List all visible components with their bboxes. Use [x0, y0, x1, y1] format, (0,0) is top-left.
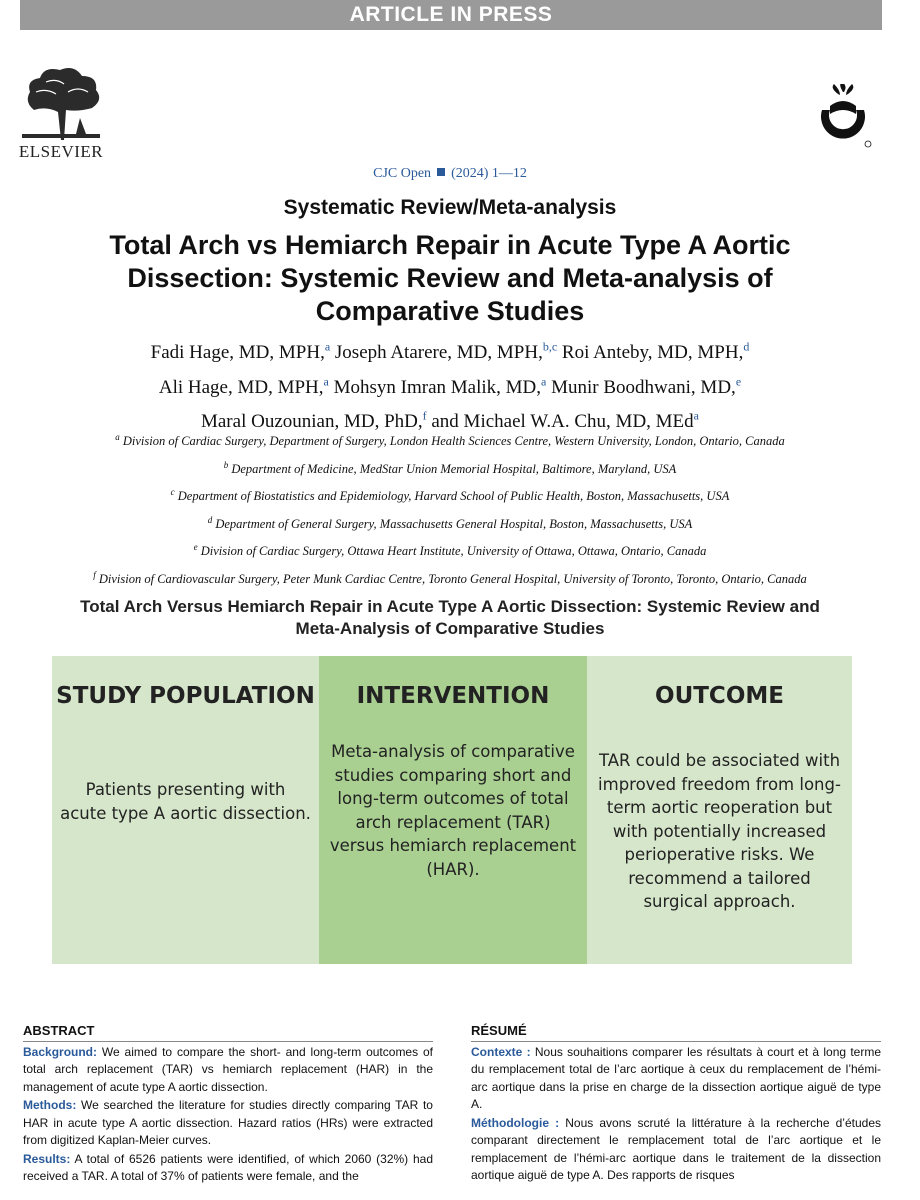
- ga-column-outcome: [587, 656, 852, 964]
- ga-body: Patients presenting with acute type A aortic dissection.: [60, 780, 311, 823]
- square-icon: [437, 168, 445, 176]
- ga-heading: OUTCOME: [655, 683, 784, 709]
- affiliation: $^c$ Department of Biostatistics and Epidemiology, Harvard School of Public Health, Boston, Massachusetts, USA: [170, 487, 730, 504]
- abstract-english: [23, 1022, 433, 1187]
- author[interactable]: Mohsyn Imran Malik, MD,$^a$: [333, 374, 547, 398]
- affiliation: $^e$ Division of Cardiac Surgery, Ottawa Heart Institute, University of Ottawa, Ottawa, Ontario, Canada: [193, 542, 707, 559]
- publisher-name: ELSEVIER: [18, 142, 104, 161]
- ga-heading: INTERVENTION: [356, 683, 550, 709]
- abstract-paragraph: Methods: We searched the literature for studies directly comparing TAR to HAR in acute type A aortic dissection. Hazard ratios (HRs) were extracted from digitized Kaplan-Meier curves.: [23, 1098, 433, 1147]
- journal-volume: (2024) 1—12: [451, 166, 527, 181]
- article-title: Total Arch vs Hemiarch Repair in Acute Type A Aortic Dissection: Systemic Review and Meta-analysis of Comparative Studies: [109, 230, 791, 326]
- abstract-paragraph: Results: A total of 6526 patients were identified, of which 2060 (32%) had received a TAR. A total of 37% of patients were female, and the: [23, 1151, 433, 1183]
- graphical-abstract-title: Total Arch Versus Hemiarch Repair in Acute Type A Aortic Dissection: Systemic Review and Meta-Analysis of Comparative Studies: [80, 597, 820, 638]
- graphical-abstract: [52, 656, 852, 964]
- journal-name: CJC Open: [373, 166, 432, 181]
- society-logo: [808, 84, 878, 154]
- resume-paragraph: Contexte : Nous souhaitions comparer les résultats à court et à long terme du remplacement total de l’arc aortique à ceux du remplacement de l’hémi-arc aortique dans la prise en charge de la dissection aortique aiguë de type A.: [471, 1044, 881, 1111]
- abstract-heading: ABSTRACT: [23, 1023, 95, 1038]
- abstract-paragraph: Background: We aimed to compare the short- and long-term outcomes of total arch replacement (TAR) vs hemiarch replacement (HAR) in the management of acute type A aortic dissection.: [23, 1044, 433, 1094]
- author[interactable]: Fadi Hage, MD, MPH,$^a$: [150, 340, 331, 364]
- ga-body: Meta-analysis of comparative studies comparing short and long-term outcomes of total arch replacement (TAR) versus hemiarch replacement (HAR).: [329, 742, 577, 879]
- ga-column-intervention: [319, 656, 587, 964]
- author[interactable]: Roi Anteby, MD, MPH,$^d$: [561, 340, 750, 364]
- affiliation: $^b$ Department of Medicine, MedStar Union Memorial Hospital, Baltimore, Maryland, USA: [223, 459, 677, 476]
- article-section: Systematic Review/Meta-analysis: [283, 196, 617, 219]
- abstract-french: [471, 1022, 881, 1186]
- author[interactable]: Munir Boodhwani, MD,$^e$: [551, 374, 742, 398]
- ga-body: TAR could be associated with improved freedom from long-term aortic reoperation but with potentially increased perioperative risks. We recommend a tailored surgical approach.: [598, 751, 841, 911]
- ga-heading: STUDY POPULATION: [56, 683, 315, 709]
- affiliation: $^d$ Department of General Surgery, Massachusetts General Hospital, Boston, Massachusetts, USA: [207, 514, 693, 531]
- author-list: [60, 333, 840, 436]
- author[interactable]: Joseph Atarere, MD, MPH,$^{b,c}$: [334, 340, 558, 364]
- article-in-press-banner: ARTICLE IN PRESS: [20, 0, 882, 30]
- affiliation-list: [40, 426, 860, 591]
- divider: [471, 1041, 881, 1042]
- ga-column-study-population: [52, 656, 319, 964]
- journal-citation: [0, 166, 900, 182]
- affiliation: $^f$ Division of Cardiovascular Surgery, Peter Munk Cardiac Centre, Toronto General Hospital, University of Toronto, Toronto, Ontario, Canada: [93, 569, 807, 586]
- divider: [23, 1041, 433, 1042]
- author[interactable]: Maral Ouzounian, MD, PhD,$^f$: [200, 408, 427, 432]
- resume-heading: RÉSUMÉ: [471, 1023, 527, 1038]
- resume-paragraph: Méthodologie : Nous avons scruté la littérature à la recherche d’études comparant directement le remplacement total de l’arc aortique et le remplacement de l’hémi-arc aortique dans le traitement de la dissection aortique aiguë de type A. Des rapports de risques: [471, 1115, 881, 1182]
- author[interactable]: Ali Hage, MD, MPH,$^a$: [158, 374, 329, 398]
- author[interactable]: and Michael W.A. Chu, MD, MEd$^a$: [431, 408, 699, 432]
- affiliation: $^a$ Division of Cardiac Surgery, Department of Surgery, London Health Sciences Centre, Western University, London, Ontario, Canada: [115, 432, 785, 449]
